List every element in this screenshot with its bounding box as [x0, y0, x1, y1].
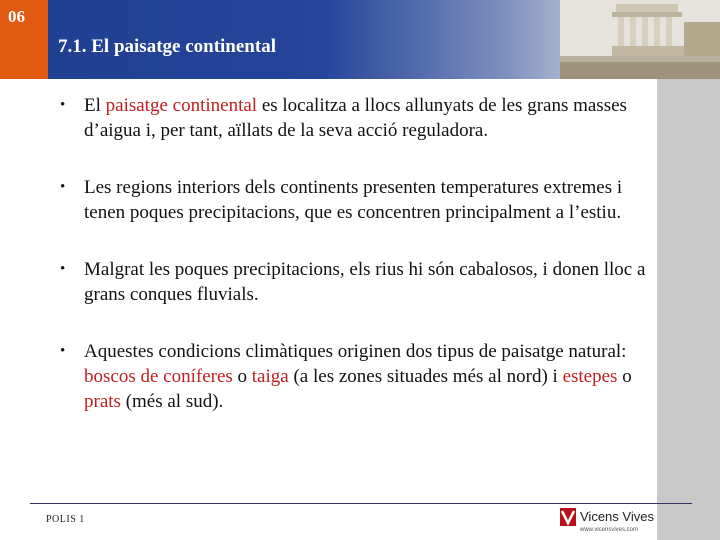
- bullet-text: Aquestes condicions climàtiques originen dos tipus de paisatge natural:: [84, 341, 627, 362]
- chapter-badge: [0, 0, 48, 79]
- bullet-item: [60, 257, 650, 307]
- chapter-number: 06: [8, 7, 25, 26]
- bullet-dot-icon: •: [60, 343, 66, 359]
- header-banner: [0, 0, 720, 79]
- brand-name: Vicens Vives: [580, 509, 654, 524]
- bullet-item: [60, 93, 650, 143]
- bullet-dot-icon: •: [60, 261, 66, 277]
- highlighted-term: boscos de coníferes: [84, 366, 233, 387]
- bullet-dot-icon: •: [60, 97, 66, 113]
- bullet-item: [60, 339, 650, 414]
- bullet-text: (més al sud).: [120, 391, 224, 412]
- temple-photo: [560, 0, 720, 79]
- bullet-text: es localitza a llocs allunyats de les grans masses d’aigua i, per tant, aïllats de la seva acció reguladora.: [84, 95, 627, 141]
- highlighted-term: taiga: [251, 366, 289, 387]
- bullet-text: Malgrat les poques precipitacions, els rius hi són cabalosos, i donen lloc a grans conques fluvials.: [84, 259, 646, 305]
- highlighted-term: prats: [84, 391, 121, 412]
- side-strip: [657, 79, 720, 540]
- slide-title: 7.1. El paisatge continental: [58, 36, 276, 57]
- bullet-text: o: [617, 366, 632, 387]
- bullet-text: o: [232, 366, 252, 387]
- highlighted-term: estepes: [562, 366, 618, 387]
- bullet-item: [60, 175, 650, 225]
- bullet-text: Les regions interiors dels continents presenten temperatures extremes i tenen poques precipitacions, que es concentren principalment a l’estiu.: [84, 177, 623, 223]
- bullet-text: El: [84, 95, 106, 116]
- bullet-dot-icon: •: [60, 179, 66, 195]
- highlighted-term: paisatge continental: [105, 95, 258, 116]
- publisher-logo: [560, 508, 660, 536]
- bullet-text: (a les zones situades més al nord) i: [288, 366, 563, 387]
- brand-url: www.vicensvives.com: [580, 527, 639, 533]
- logo-mark-icon: [560, 508, 576, 526]
- bullet-list: [60, 93, 650, 446]
- footer-divider: [30, 503, 692, 504]
- footer-label: POLIS 1: [46, 514, 85, 525]
